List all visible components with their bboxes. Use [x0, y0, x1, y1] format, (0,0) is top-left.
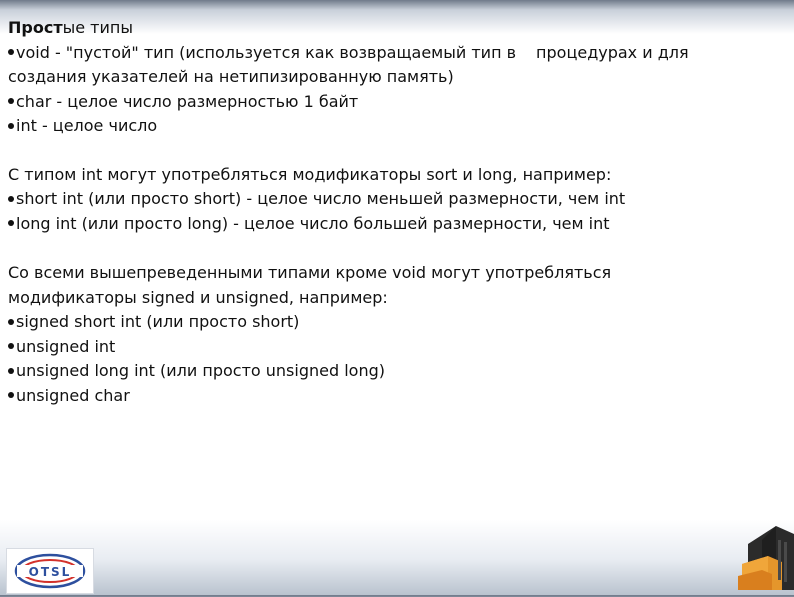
paragraph-modifiers-intro: С типом int могут употребляться модификаторы sort и long, например:: [8, 164, 612, 184]
item-text: unsigned char: [16, 385, 130, 405]
item-text: unsigned long int (или просто unsigned long): [16, 361, 385, 380]
list-item-continuation: создания указателей на нетипизированную память): [8, 67, 454, 86]
paragraph-signed-intro-2: модификаторы signed и unsigned, например:: [8, 287, 388, 307]
bullet-icon: [8, 123, 14, 129]
bullet-icon: [8, 220, 14, 226]
slide-title: [8, 16, 778, 41]
bullet-icon: [8, 98, 14, 104]
item-text: int - целое число: [16, 116, 158, 135]
list-item-int: [8, 114, 778, 139]
slide-content: [8, 16, 778, 408]
item-text-cont: процедурах и для: [536, 42, 689, 62]
list-item-short: [8, 187, 778, 212]
building-icon: [738, 520, 794, 590]
bullet-icon: [8, 392, 14, 398]
svg-text:OTSL: OTSL: [28, 565, 72, 579]
slide-title-rest: ые типы: [62, 18, 133, 37]
slide-title-bold: Прост: [8, 18, 63, 37]
list-item-unsigned-char: [8, 384, 778, 409]
paragraph-signed-intro-1: Со всеми вышепреведенными типами кроме void могут употребляться: [8, 263, 612, 282]
bullet-icon: [8, 319, 14, 325]
bullet-icon: [8, 343, 14, 349]
list-item-unsigned-int: [8, 335, 778, 360]
item-text: char - целое число размерностью 1 байт: [16, 91, 359, 111]
item-text: long int (или просто long) - целое число большей размерности, чем int: [16, 213, 610, 233]
list-item-long: [8, 212, 778, 237]
list-item-unsigned-long: [8, 359, 778, 384]
list-item-signed-short: [8, 310, 778, 335]
bullet-icon: [8, 49, 14, 55]
list-item-char: [8, 90, 778, 115]
item-text: unsigned int: [16, 336, 116, 356]
bullet-icon: [8, 196, 14, 202]
otsl-logo-icon: [7, 549, 93, 593]
otsl-logo: [6, 548, 94, 594]
bullet-icon: [8, 368, 14, 374]
item-text: short int (или просто short) - целое число меньшей размерности, чем int: [16, 189, 626, 208]
item-text: void - "пустой" тип (используется как возвращаемый тип в: [16, 42, 517, 62]
list-item-void: [8, 41, 778, 66]
item-text: signed short int (или просто short): [16, 312, 300, 331]
corner-building-graphic: [738, 520, 794, 590]
